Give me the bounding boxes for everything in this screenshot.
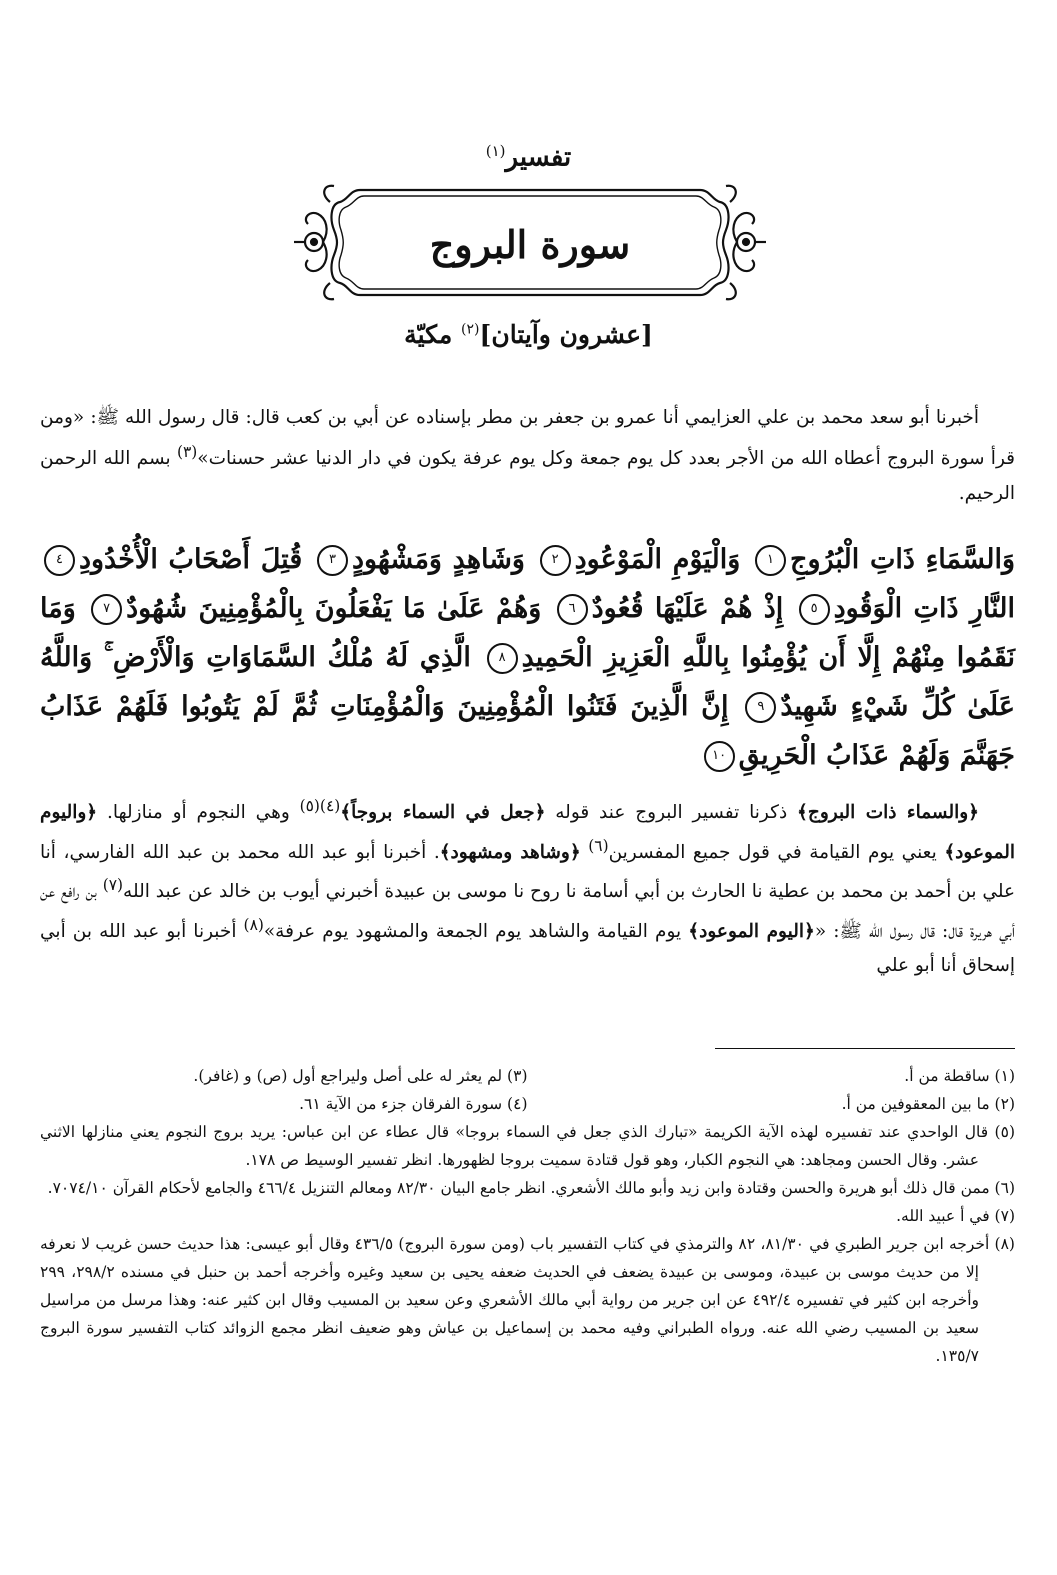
ayah-number-marker: ٤: [44, 545, 75, 576]
verse: [795, 593, 1015, 624]
ayah-number-marker: ٥: [799, 594, 830, 625]
commentary-text: بن رافع عن أبي هريرة قال: قال رسول الله ﷺ: «: [40, 881, 1015, 943]
surah-title-frame: [290, 180, 770, 305]
basmala: بسم الله الرحمن الرحيم.: [40, 448, 1015, 505]
footnote: (١) ساقطة من أ.: [904, 1067, 1015, 1085]
quoted-verse: ﴿وشاهد ومشهود﴾: [439, 841, 581, 863]
ayah-number-marker: ٦: [557, 594, 588, 625]
intro-text: أخبرنا أبو سعد محمد بن علي العزايمي أنا عمرو بن جعفر بن مطر بإسناده عن أبي بن كعب قال: قال رسول الله ﷺ: «ومن قرأ سورة البروج أعطاه الله من الأجر بعدد كل يوم جمعة وكل يوم عرفة يكون في دار الدنيا عشر حسنات»: [40, 407, 1015, 470]
footnote: (٦) ممن قال ذلك أبو هريرة والحسن وقتادة وابن زيد وأبو مالك الأشعري. انظر جامع البيان ٨٢/٣٠ ومعالم التنزيل ٤٦٦/٤ والجامع لأحكام القرآن ٧٠٧٤/١٠.: [47, 1179, 1015, 1197]
ayah-number-marker: ٧: [91, 594, 122, 625]
footnote: (٤) سورة الفرقان جزء من الآية ٦١.: [299, 1095, 528, 1113]
footnote-ref: (١): [485, 142, 506, 160]
ayah-number-marker: ٢: [540, 545, 571, 576]
commentary-text: يعني يوم القيامة في قول جميع المفسرين: [608, 841, 937, 863]
verse-text: وَالسَّمَاءِ ذَاتِ الْبُرُوجِ: [790, 544, 1015, 575]
commentary-text: أخبرنا أبو عبد الله بن أبي إسحاق أنا أبو علي: [40, 921, 1015, 976]
verse-text: وَشَاهِدٍ وَمَشْهُودٍ: [351, 544, 525, 575]
verse-text: قُتِلَ أَصْحَابُ الْأُخْدُودِ: [79, 544, 303, 575]
revelation-type: مكيّة: [404, 320, 453, 349]
verse: [751, 544, 1015, 575]
verse-text: إِنَّ الَّذِينَ فَتَنُوا الْمُؤْمِنِينَ وَالْمُؤْمِنَاتِ ثُمَّ لَمْ يَتُوبُوا فَلَهُمْ عَذَابُ جَهَنَّمَ وَلَهُمْ عَذَابُ الْحَرِيقِ: [40, 691, 1015, 771]
footnote-ref: (٧): [102, 876, 124, 895]
footnote-ref: (٣): [176, 443, 198, 461]
verse-text: وَهُمْ عَلَىٰ مَا يَفْعَلُونَ بِالْمُؤْمِنِينَ شُهُودٌ: [126, 593, 542, 624]
footnote-row: [40, 1090, 1015, 1118]
footnote-ref: (٦): [588, 836, 609, 855]
heading-text: تفسير: [505, 142, 572, 173]
footnote: (٨) أخرجه ابن جرير الطبري في ٨١/٣٠، ٨٢ والترمذي في كتاب التفسير باب (ومن سورة البروج) ٤٣٦/٥ وقال أبو عيسى: هذا حديث حسن غريب لا نعرفه إلا من حديث موسى بن عبيدة، وموسى بن عبيدة يضعف في الحديث ضعفه يحيى بن سعيد وغيره وأخرجه أحمد بن حنبل في مسنده ٢٩٨/٢، ٢٩٩ وأخرجه ابن كثير في تفسيره ٤٩٢/٤ عن ابن جرير من رواية أبي مالك الأشعري وعن سعيد بن المسيب وقال ابن كثير عنه: وهذا مرسل من مراسيل سعيد بن المسيب رضي الله عنه. ورواه الطبراني وفيه محمد بن إسماعيل بن عياش وهو ضعيف انظر مجمع الزوائد كتاب التفسير سورة البروج ١٣٥/٧.: [40, 1235, 1015, 1365]
verse-text: النَّارِ ذَاتِ الْوَقُودِ: [833, 593, 1015, 624]
verse: [536, 544, 741, 575]
footnote-row: [40, 1062, 1015, 1090]
ayah-number-marker: ١: [755, 545, 786, 576]
commentary-paragraph: [40, 790, 1015, 982]
page-heading: [0, 142, 1057, 173]
footnotes: [40, 1062, 1015, 1370]
quoted-verse: ﴿واليوم الموعود﴾: [40, 802, 1016, 863]
verse: [87, 593, 541, 624]
verse: [313, 544, 525, 575]
verse-text: وَالْيَوْمِ الْمَوْعُودِ: [574, 544, 741, 575]
surah-title: سورة البروج: [429, 222, 631, 267]
quoted-verse: ﴿والسماء ذات البروج﴾: [797, 802, 979, 824]
footnote-separator: [715, 1048, 1015, 1049]
commentary-text: وهي النجوم أو منازلها.: [107, 802, 290, 824]
footnote-ref: (٢): [461, 321, 480, 338]
verse-count-line: [0, 320, 1057, 349]
ayah-number-marker: ٨: [487, 643, 518, 674]
quoted-verse: ﴿اليوم الموعود﴾: [688, 921, 815, 943]
commentary-text: . أخبرنا أبو عبد الله محمد بن عبد الله الفارسي، أنا علي بن أحمد بن محمد بن عطية نا الحارث بن أبي أسامة نا روح نا موسى بن عبيدة أخبرني أيوب بن خالد عن عبد الله: [40, 841, 1015, 903]
footnote: (٧) في أ عبيد الله.: [896, 1207, 1015, 1225]
quoted-verse: ﴿جعل في السماء بروجاً﴾: [340, 802, 546, 824]
footnote-ref: (٨): [243, 915, 264, 934]
commentary-text: يوم القيامة والشاهد يوم الجمعة والمشهود يوم عرفة»: [263, 921, 682, 943]
verse: [553, 593, 784, 624]
verse-text: الَّذِي لَهُ مُلْكُ السَّمَاوَاتِ وَالْأَرْضِ ۚ وَاللَّهُ عَلَىٰ كُلِّ شَيْءٍ شَهِيدٌ: [40, 642, 1015, 722]
verse-count: [عشرون وآيتان]: [479, 320, 653, 349]
verse-text: وَمَا نَقَمُوا مِنْهُمْ إِلَّا أَن يُؤْمِنُوا بِاللَّهِ الْعَزِيزِ الْحَمِيدِ: [40, 593, 1015, 673]
ayah-number-marker: ١٠: [704, 741, 735, 772]
verse: [40, 544, 302, 575]
footnote: (٣) لم يعثر له على أصل وليراجع أول (ص) و (غافر).: [193, 1067, 528, 1085]
commentary-text: ذكرنا تفسير البروج عند قوله: [555, 802, 788, 824]
intro-paragraph: [40, 400, 1015, 511]
footnote-ref: (٤)(٥): [299, 797, 341, 815]
verse-text: إِذْ هُمْ عَلَيْهَا قُعُودٌ: [591, 593, 784, 624]
ayah-number-marker: ٩: [745, 692, 776, 723]
footnote: (٢) ما بين المعقوفين من أ.: [841, 1095, 1015, 1113]
ayah-number-marker: ٣: [317, 545, 348, 576]
quran-verses: [40, 535, 1015, 780]
footnote: (٥) قال الواحدي عند تفسيره لهذه الآية الكريمة «تبارك الذي جعل في السماء بروجا» قال عطاء عن ابن عباس: يريد بروج النجوم يعني منازلها الاثني عشر. وقال الحسن ومجاهد: هي النجوم الكبار، وهو قول قتادة سميت بروجا لظهورها. انظر تفسير الوسيط ص ١٧٨.: [40, 1123, 1015, 1169]
